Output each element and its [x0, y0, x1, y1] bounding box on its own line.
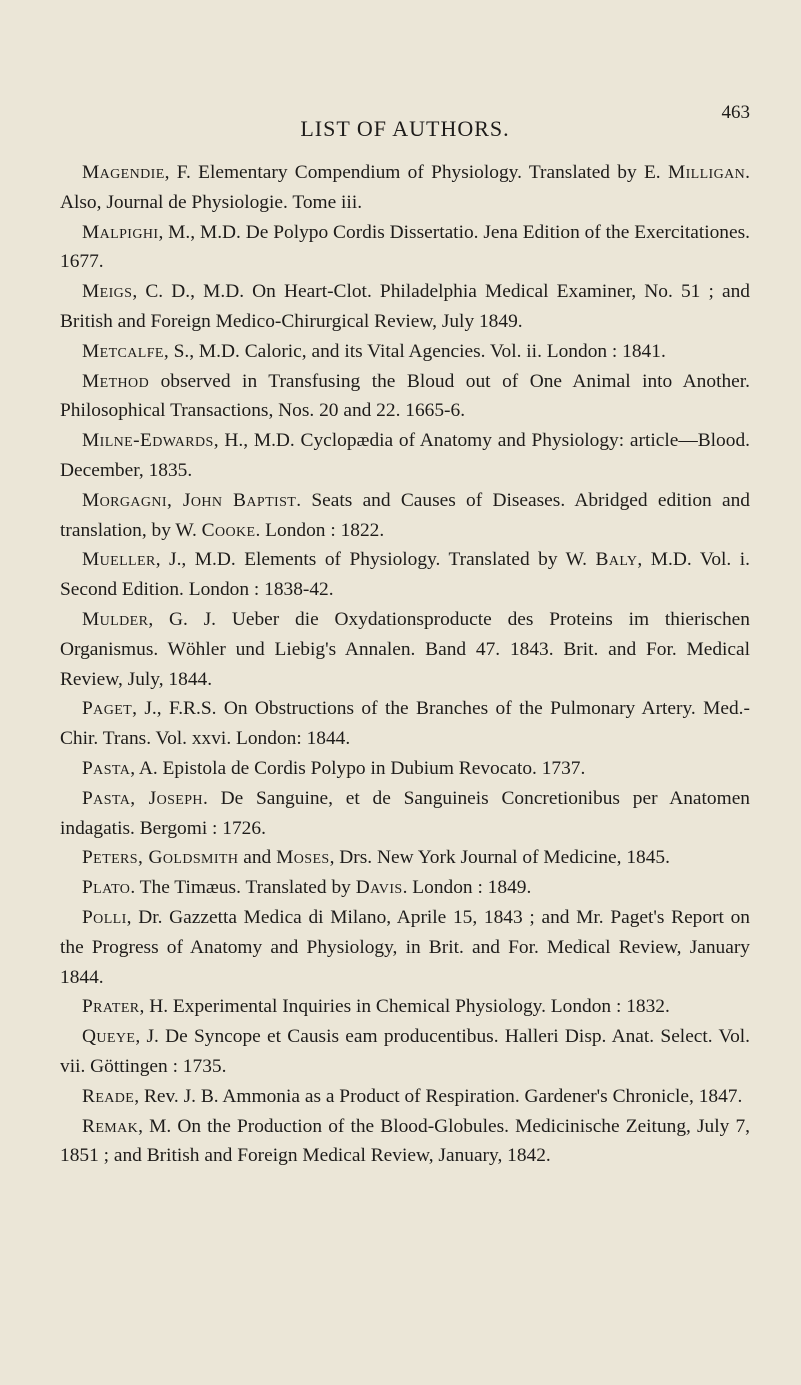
- entry-text: , M. On the Production of the Blood-Globules. Medicinische Zeitung, July 7, 1851 ; and British and Foreign Medical Review, January, 1842.: [60, 1115, 750, 1167]
- author-name: Davis: [355, 877, 403, 899]
- entry-text: , J., F.R.S. On Obstructions of the Branches of the Pulmonary Artery. Med.-Chir. Trans. Vol. xxvi. London: 1844.: [60, 698, 750, 750]
- entry-text: , Dr. Gazzetta Medica di Milano, Aprile 15, 1843 ; and Mr. Paget's Report on the Progress of Anatomy and Physiology, in Brit. and For. Medical Review, January 1844.: [60, 906, 750, 988]
- entry-text: and: [238, 847, 277, 869]
- list-item: [60, 486, 750, 546]
- list-item: [60, 843, 750, 873]
- author-name: Moses: [276, 847, 330, 869]
- list-item: [60, 367, 750, 427]
- list-item: [60, 1112, 750, 1172]
- entry-text: . London : 1849.: [402, 877, 532, 899]
- entry-text: . London : 1822.: [255, 519, 385, 541]
- author-name: Malpighi: [82, 221, 159, 243]
- list-item: [60, 158, 750, 218]
- author-name: Mulder: [82, 608, 149, 630]
- entry-text: , S., M.D. Caloric, and its Vital Agencies. Vol. ii. London : 1841.: [163, 340, 666, 362]
- entry-text: , F. Elementary Compendium of Physiology. Translated by E.: [164, 162, 668, 183]
- author-name: Mueller: [82, 549, 156, 571]
- author-name: Morgagni, John Baptist: [82, 489, 297, 511]
- list-item: [60, 992, 750, 1022]
- entry-text: , C. D., M.D. On Heart-Clot. Philadelphia Medical Examiner, No. 51 ; and British and Foreign Medico-Chirurgical Review, July 1849.: [60, 281, 750, 332]
- author-name: Plato: [82, 877, 131, 899]
- page-header: [60, 102, 750, 146]
- list-item: [60, 784, 750, 844]
- list-item: [60, 694, 750, 754]
- list-item: [60, 1022, 750, 1082]
- author-name: Pasta, Joseph: [82, 787, 203, 809]
- list-item: [60, 1082, 750, 1112]
- entry-text: , H. Experimental Inquiries in Chemical Physiology. London : 1832.: [139, 996, 670, 1018]
- author-name: Peters, Goldsmith: [82, 847, 239, 869]
- entry-text: , M., M.D. De Polypo Cordis Dissertatio. Jena Edition of the Exercitationes. 1677.: [60, 221, 750, 273]
- author-name: Paget: [82, 698, 133, 720]
- author-name: Milne-Edwards: [82, 430, 214, 452]
- entry-text: , Drs. New York Journal of Medicine, 1845.: [329, 847, 670, 869]
- author-name: Reade: [82, 1085, 135, 1107]
- entry-text: , Rev. J. B. Ammonia as a Product of Respiration. Gardener's Chronicle, 1847.: [134, 1085, 743, 1107]
- entry-text: , A. Epistola de Cordis Polypo in Dubium Revocato. 1737.: [130, 757, 586, 779]
- list-item: [60, 337, 750, 367]
- author-name: Magendie: [82, 162, 165, 183]
- author-name: Cooke: [201, 519, 256, 541]
- author-name: Baly: [595, 549, 638, 571]
- page-number: 463: [721, 102, 750, 123]
- author-name: Pasta: [82, 757, 131, 779]
- author-name: Milligan: [667, 162, 746, 183]
- list-item: [60, 426, 750, 486]
- list-item: [60, 605, 750, 694]
- entry-text: , J. De Syncope et Causis eam producentibus. Halleri Disp. Anat. Select. Vol. vii. Göttingen : 1735.: [60, 1026, 750, 1077]
- author-name: Queye: [82, 1026, 136, 1048]
- author-list: [60, 158, 750, 1171]
- list-item: [60, 903, 750, 992]
- list-item: [60, 873, 750, 903]
- entry-text: . The Timæus. Translated by: [130, 877, 356, 899]
- entry-text: , M.D. Vol. i. Second Edition. London : 1838-42.: [60, 549, 750, 601]
- list-item: [60, 754, 750, 784]
- entry-text: . Seats and Causes of Diseases. Abridged edition and translation, by W.: [60, 489, 750, 541]
- running-title: LIST OF AUTHORS.: [300, 116, 510, 141]
- list-item: [60, 218, 750, 278]
- author-name: Meigs: [82, 281, 133, 303]
- author-name: Metcalfe: [82, 340, 164, 362]
- entry-text: . Also, Journal de Physiologie. Tome iii.: [60, 162, 750, 213]
- entry-text: . De Sanguine, et de Sanguineis Concretionibus per Anatomen indagatis. Bergomi : 1726.: [60, 787, 751, 839]
- entry-text: , H., M.D. Cyclopædia of Anatomy and Physiology: article—Blood. December, 1835.: [60, 430, 750, 481]
- entry-text: , J., M.D. Elements of Physiology. Translated by W.: [155, 549, 596, 571]
- entry-text: , G. J. Ueber die Oxydationsproducte des Proteins im thierischen Organismus. Wöhler und Liebig's Annalen. Band 47. 1843. Brit. and For. Medical Review, July, 1844.: [60, 608, 750, 690]
- entry-text: observed in Transfusing the Bloud out of One Animal into Another. Philosophical Transactions, Nos. 20 and 22. 1665-6.: [60, 370, 750, 422]
- author-name: Polli: [82, 906, 127, 928]
- author-name: Prater: [82, 996, 140, 1018]
- author-name: Remak: [82, 1115, 139, 1137]
- list-item: [60, 545, 750, 605]
- list-item: [60, 277, 750, 337]
- author-name: Method: [82, 370, 150, 392]
